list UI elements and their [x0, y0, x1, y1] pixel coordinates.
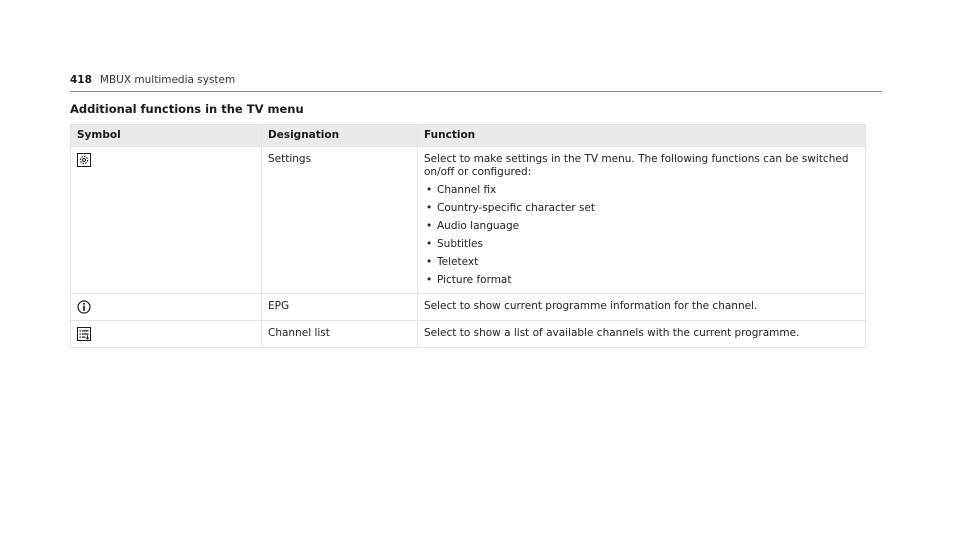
- designation-cell: Settings: [262, 147, 418, 294]
- function-cell: [418, 147, 866, 294]
- table-row-channel-list: [71, 321, 866, 348]
- bullet: •: [426, 220, 433, 232]
- list-item-text: Teletext: [437, 256, 479, 268]
- bullet: •: [426, 274, 433, 286]
- designation-cell: Channel list: [262, 321, 418, 348]
- column-header-function: Function: [418, 125, 866, 147]
- chapter-title: MBUX multimedia system: [99, 74, 236, 86]
- column-header-symbol: Symbol: [71, 125, 262, 147]
- function-cell: Select to show current programme information for the channel.: [418, 294, 866, 321]
- function-text-line: Select to make settings in the TV menu. The following functions can be switched: [424, 153, 849, 165]
- bullet: •: [426, 184, 433, 196]
- symbol-cell: [71, 321, 262, 348]
- symbol-cell: [71, 147, 262, 294]
- list-item-text: Audio language: [437, 220, 520, 232]
- tv-menu-functions-table: [70, 124, 866, 348]
- list-item: [424, 184, 859, 197]
- list-item-text: Subtitles: [437, 238, 483, 250]
- bullet: •: [426, 238, 433, 250]
- bullet: •: [426, 202, 433, 214]
- info-icon: [77, 300, 91, 314]
- list-item: [424, 274, 859, 287]
- list-item-text: Channel fix: [437, 184, 497, 196]
- bullet: •: [426, 256, 433, 268]
- list-item: [424, 220, 859, 233]
- list-item: [424, 202, 859, 215]
- list-item: [424, 238, 859, 251]
- list-item-text: Country-specific character set: [437, 202, 595, 214]
- column-header-designation: Designation: [262, 125, 418, 147]
- function-text-line: on/off or configured:: [424, 166, 532, 178]
- section-title: Additional functions in the TV menu: [70, 102, 304, 116]
- page-header: [70, 74, 882, 92]
- table-row-epg: [71, 294, 866, 321]
- list-item: [424, 256, 859, 269]
- settings-options-list: [424, 184, 859, 287]
- list-item-text: Picture format: [437, 274, 512, 286]
- designation-cell: EPG: [262, 294, 418, 321]
- settings-gear-icon: [77, 153, 91, 167]
- channel-list-icon: [77, 327, 91, 341]
- function-cell: Select to show a list of available channels with the current programme.: [418, 321, 866, 348]
- page-number: 418: [70, 74, 92, 86]
- table-row-settings: [71, 147, 866, 294]
- symbol-cell: [71, 294, 262, 321]
- table-header-row: [71, 125, 866, 147]
